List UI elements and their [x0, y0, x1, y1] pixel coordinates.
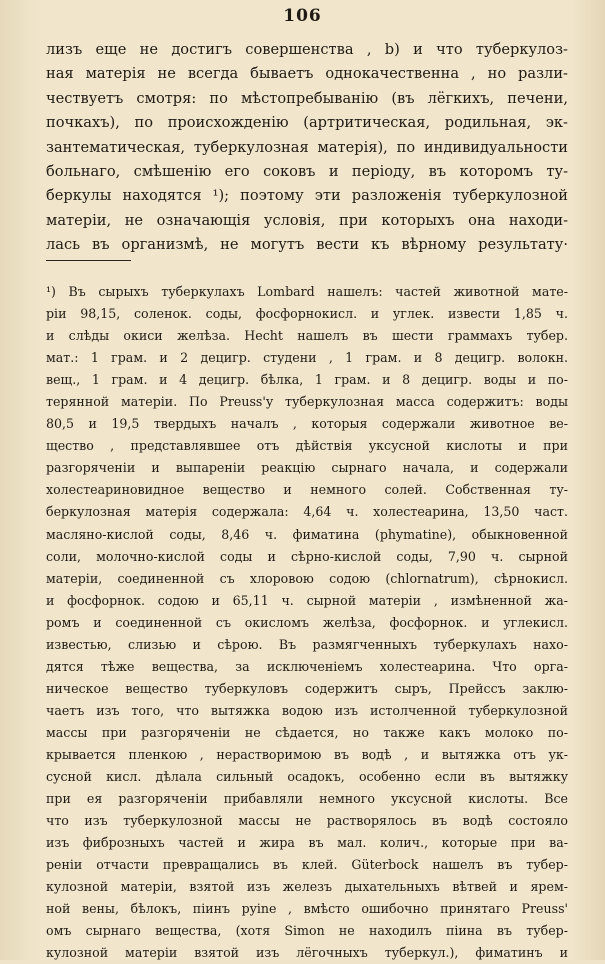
footnote-line: ¹) Въ сырыхъ туберкулахъ Lombard нашелъ: частей животной мате- — [46, 284, 568, 299]
footnote-line: крывается пленкою , нерастворимою въ водѣ , и вытяжка отъ ук- — [46, 746, 568, 762]
footnote-line: масляно-кислой соды, 8,46 ч. фиматина (phymatine), обыкновенной — [46, 526, 568, 542]
footnote-line: сусной кисл. дѣлала сильный осадокъ, особенно если въ вытяжку — [46, 769, 568, 785]
main-text-line: лизъ еще не достигъ совершенства , b) и что туберкулоз- — [46, 41, 568, 58]
main-text-line: больнаго, смѣшенію его соковъ и періоду, въ которомъ ту- — [46, 162, 568, 180]
footnote-line: 80,5 и 19,5 твердыхъ началъ , которыя содержали животное ве- — [46, 416, 568, 432]
footnote-line: разгоряченіи и выпареніи реакцію сырнаго начала, и содержали — [46, 460, 568, 476]
footnote-line: массы при разгоряченіи не сѣдается, но также какъ молоко по- — [46, 724, 568, 740]
footnote-block — [46, 281, 568, 964]
footnote-line: при ея разгоряченіи прибавляли немного уксусной кислоты. Все — [46, 791, 568, 807]
footnote-line: вещ., 1 грам. и 4 децигр. бѣлка, 1 грам. и 8 децигр. воды и по- — [46, 372, 568, 388]
footnote-line: и фосфорнок. содою и 65,11 ч. сырной матеріи , измѣненной жа- — [46, 592, 568, 608]
main-text-line: лась въ организмѣ, не могутъ вести къ вѣрному результату· — [46, 236, 568, 254]
main-text-line: ная матерія не всегда бываетъ однокачественна , но разли- — [46, 65, 568, 83]
footnote-line: щество , представлявшее отъ дѣйствія уксусной кислоты и при — [46, 438, 568, 454]
main-text-block — [46, 38, 568, 258]
footnote-line: омъ сырнаго вещества, (хотя Simon не находилъ піина въ тубер- — [46, 923, 568, 939]
footnote-line: терянной матеріи. По Preuss'у туберкулозная масса содержитъ: воды — [46, 394, 568, 410]
footnote-line: изъ фиброзныхъ частей и жира въ мал. колич., которые при ва- — [46, 835, 568, 851]
page-number: 106 — [283, 6, 322, 26]
footnote-line: мат.: 1 грам. и 2 децигр. студени , 1 грам. и 8 децигр. волокн. — [46, 350, 568, 366]
footnote-line: соли, молочно-кислой соды и сѣрно-кислой соды, 7,90 ч. сырной — [46, 548, 568, 564]
footnote-line: и слѣды окиси желѣза. Hecht нашелъ въ шести граммахъ тубер. — [46, 328, 568, 344]
footnote-line: дятся тѣже вещества, за исключеніемъ холестеарина. Что орга- — [46, 658, 568, 674]
main-text-line: зантематическая, туберкулозная матерія), по индивидуальности — [46, 138, 568, 156]
main-text-line: беркулы находятся ¹); поэтому эти разложенія туберкулозной — [46, 187, 568, 205]
footnote-line: известью, слизью и сѣрою. Въ размягченныхъ туберкулахъ нахо- — [46, 636, 568, 652]
footnote-line: чаетъ изъ того, что вытяжка водою изъ истолченной туберкулозной — [46, 702, 568, 718]
footnote-line: матеріи, соединенной съ хлоровою содою (chlornatrum), сѣрнокисл. — [46, 570, 568, 586]
footnote-line: кулозной матеріи, взятой изъ железъ дыхательныхъ вѣтвей и ярем- — [46, 879, 568, 895]
footnote-line: холестеариновидное вещество и немного солей. Собственная ту- — [46, 482, 568, 498]
footnote-line: беркулозная матерія содержала: 4,64 ч. холестеарина, 13,50 част. — [46, 504, 568, 520]
footnote-divider — [46, 260, 131, 261]
main-text-line: матеріи, не означающія условія, при которыхъ она находи- — [46, 211, 568, 229]
footnote-line: ническое вещество туберкуловъ содержитъ сыръ, Прейссъ заклю- — [46, 680, 568, 696]
footnote-line: кулозной матеріи взятой изъ лёгочныхъ туберкул.), фиматинъ и — [46, 945, 568, 961]
main-text-line: почкахъ), по происхожденію (артритическая, родильная, эк- — [46, 114, 568, 132]
footnote-line: ной вены, бѣлокъ, піинъ pyine , вмѣсто ошибочно принятаго Preuss' — [46, 901, 568, 917]
footnote-line: что изъ туберкулозной массы не растворялось въ водѣ состояло — [46, 813, 568, 829]
footnote-line: ріи 98,15, соленок. соды, фосфорнокисл. и углек. извести 1,85 ч. — [46, 306, 568, 322]
main-text-line: чествуетъ смотря: по мѣстопребыванію (въ лёгкихъ, печени, — [46, 89, 568, 107]
footnote-line: реніи отчасти превращались въ клей. Güterbock нашелъ въ тубер- — [46, 857, 568, 873]
footnote-line: ромъ и соединенной съ окисломъ желѣза, фосфорнок. и углекисл. — [46, 614, 568, 630]
